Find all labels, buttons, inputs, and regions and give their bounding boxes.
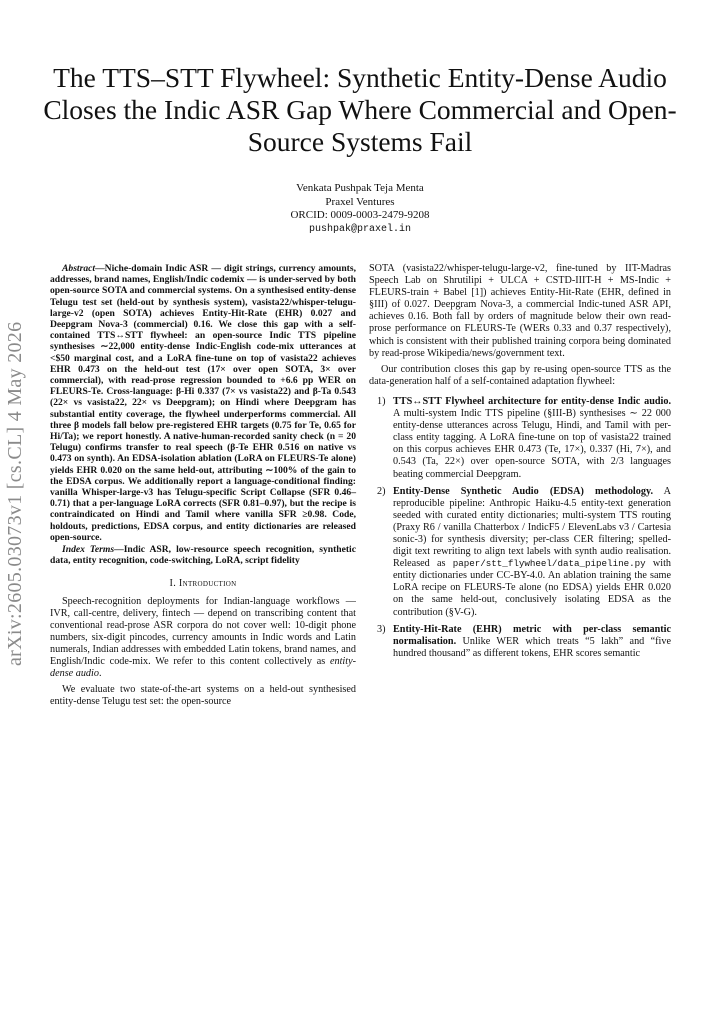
author-block xyxy=(160,182,560,236)
author-name: Venkata Pushpak Teja Menta xyxy=(296,182,424,194)
arxiv-stamp: arXiv:2605.03073v1 [cs.CL] 4 May 2026 xyxy=(4,321,26,666)
intro-paragraph-1: Speech-recognition deployments for Indian-language workflows — IVR, call-centre, delivery, fintech — depend on transcribing content that conventional read-prose ASR corpora do not cover well: 10-digit phone numbers, six-digit pincodes, currency amounts in Indic words and Latin numerals, Indian addresses with embedded Latin tokens, brand names, and English/Indic code-mix. We refer to this content collectively as entity-dense audio. xyxy=(50,595,357,680)
contribution-number: 1) xyxy=(377,395,386,407)
section-heading-introduction: I. Introduction xyxy=(169,578,237,590)
contribution-number: 3) xyxy=(377,623,386,635)
index-terms-label: Index Terms xyxy=(62,544,115,556)
abstract-body: —Niche-domain Indic ASR — digit strings, currency amounts, addresses, brand names, English/Indic codemix — is under-served by both open-source SOTA and commercial systems. On a synthesised entity-dense Telugu test set (held-out by synthesis system), vasista22/whisper-telugu-large-v2 (open SOTA) achieves Entity-Hit-Rate (EHR) 0.027 and Deepgram Nova-3 (commercial) 0.16. We close this gap with a self-contained TTS↔STT flywheel: an open-source Indic TTS pipeline synthesises ∼22,000 entity-dense Indic-English code-mix utterances at <$50 marginal cost, and a LoRA fine-tune on top of vasista22 achieves EHR 0.473 on the held-out test (17× over open SOTA, 3× over commercial), with read-prose regression bounded to +6.6 pp WER on FLEURS-Te. Cross-language: β-Hi 0.337 (7× vs vasista22) and β-Ta 0.543 (22× vs vasista22, 22× vs Deepgram); on Hindi where Deepgram has substantial entity coverage, the flywheel underperforms commercial. All three β models fall below pre-registered EHR targets (0.75 for Te, 0.65 for Hi/Ta); we report honestly. A native-human-recorded sanity check (n = 20 Telugu) confirms transfer to real speech (β-Te EHR 0.516 on native vs 0.473 on synth). An EDSA-isolation ablation (LoRA on FLEURS-Te alone) yields EHR 0.020 on the same held-out, attributing ∼100% of the gain to the EDSA corpus. We additionally report a language-conditional finding: vanilla Whisper-large-v3 has Telugu-specific Script Collapse (SFR 0.46–0.71) that a per-language LoRA corrects (SFR 0.81–0.97), but the recipe is contraindicated on Hindi and Tamil where vanilla SFR ≥0.98. Code, holdouts, predictions, EDSA corpus, and entity dictionaries are released open-source. xyxy=(50,263,356,543)
emphasis-term: entity-dense audio xyxy=(50,656,357,680)
contribution-item xyxy=(369,624,671,660)
contribution-heading: Entity-Hit-Rate (EHR) metric with per-class semantic normalisation. xyxy=(393,623,671,647)
contribution-item xyxy=(369,396,671,481)
author-orcid: ORCID: 0009-0003-2479-9208 xyxy=(290,209,430,221)
intro-paragraph-4: Our contribution closes this gap by re-using open-source TTS as the data-generation half of a self-contained adaptation flywheel: xyxy=(369,363,671,387)
contribution-number: 2) xyxy=(377,485,386,497)
contribution-heading: Entity-Dense Synthetic Audio (EDSA) methodology. xyxy=(393,485,654,497)
author-affiliation: Praxel Ventures xyxy=(325,195,395,208)
intro-paragraph-2: We evaluate two state-of-the-art systems on a held-out synthesised entity-dense Telugu test set: the open-source xyxy=(50,684,356,708)
contribution-heading: TTS↔STT Flywheel architecture for entity-dense Indic audio. xyxy=(393,395,671,407)
paper-title: The TTS–STT Flywheel: Synthetic Entity-Dense Audio Closes the Indic ASR Gap Where Commercial and Open-Source Systems Fail xyxy=(43,62,677,157)
abstract xyxy=(50,263,356,543)
intro-paragraph-3: SOTA (vasista22/whisper-telugu-large-v2, fine-tuned by IIT-Madras Speech Lab on Shrutilipi + ULCA + CSTD-IIIT-H + MS-Indic + FLEURS-train + Babel [1]) achieves Entity-Hit-Rate (EHR, defined in §III) of 0.027. Deepgram Nova-3, a commercial Indic-tuned ASR API, achieves 0.16. Both fall by orders of magnitude below their own read-prose performance on FLEURS-Te (WERs 0.33 and 0.37 respectively), which is consistent with their published training corpora being dominated by read-prose Wikipedia/news/government text. xyxy=(369,263,671,359)
contribution-body: Unlike WER which treats “5 lakh” and “five hundred thousand” as different tokens, EHR scores semantic xyxy=(393,635,671,659)
contribution-body: A multi-system Indic TTS pipeline (§III-B) synthesises ∼ 22 000 entity-dense utterances across Telugu, Hindi, and Tamil with per-class entity tagging. A LoRA fine-tune on top of vasista22 trained on this corpus achieves EHR 0.473 (Te, 17×), 0.337 (Hi, 7×), and 0.543 (Ta, 22×) over open-source SOTA, with 2/3 languages beating commercial Deepgram. xyxy=(393,408,671,480)
author-email[interactable]: pushpak@praxel.in xyxy=(308,223,412,235)
abstract-label: Abstract xyxy=(62,263,96,274)
contribution-body: A reproducible pipeline: Anthropic Haiku-4.5 entity-text generation seeded with curated entity dictionaries; multi-system TTS routing (Praxy R6 / vanilla Chatterbox / IndicF5 / ElevenLabs v3 / Cartesia sonic-3) for synthesis diversity; per-class CER filtering; spelled-digit text rewriting to align text labels with synth audio realisation. Released as xyxy=(393,485,671,570)
right-column xyxy=(369,263,671,665)
contribution-item xyxy=(369,486,671,619)
code-path: paper/stt_flywheel/data_pipeline.py xyxy=(452,558,646,570)
contribution-list xyxy=(369,396,671,660)
left-column xyxy=(50,263,356,708)
index-terms-body: —Indic ASR, low-resource speech recognition, synthetic data, entity recognition, code-switching, LoRA, script fidelity xyxy=(50,544,356,567)
contribution-body-cont: with entity dictionaries under CC-BY-4.0. An ablation training the same LoRA recipe on FLEURS-Te alone (no EDSA) yields EHR 0.020 on the same held-out, conclusively isolating EDSA as the contribution (§V-G). xyxy=(393,558,671,618)
index-terms xyxy=(50,544,356,566)
